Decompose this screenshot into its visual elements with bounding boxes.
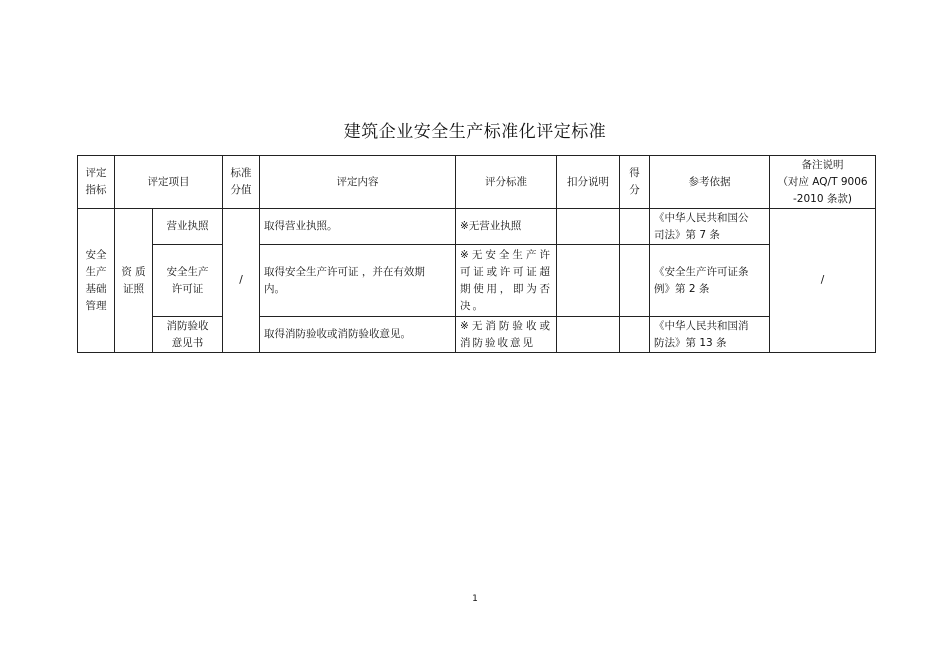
- item-cell: 安全生产 许可证: [153, 245, 223, 317]
- reference-cell: 《安全生产许可证条 例》第 2 条: [650, 245, 770, 317]
- page-number: 1: [472, 594, 478, 604]
- score-cell: [620, 245, 650, 317]
- header-item: 评定项目: [115, 156, 223, 209]
- table-row: [78, 317, 876, 353]
- content-cell: 取得消防验收或消防验收意见。: [260, 317, 456, 353]
- header-indicator: 评定 指标: [78, 156, 115, 209]
- remark-cell: /: [770, 209, 876, 353]
- standard-score-cell: /: [223, 209, 260, 353]
- criteria-cell: ※无消防验收或消防验收意见: [456, 317, 557, 353]
- header-remark: 备注说明 （对应 AQ/T 9006 -2010 条款): [770, 156, 876, 209]
- score-cell: [620, 317, 650, 353]
- deduction-note-cell: [557, 209, 620, 245]
- table-row: [78, 209, 876, 245]
- deduction-note-cell: [557, 245, 620, 317]
- header-criteria: 评分标准: [456, 156, 557, 209]
- content-cell: 取得安全生产许可证 ，并在有效期 内。: [260, 245, 456, 317]
- table-row: [78, 245, 876, 317]
- criteria-cell: ※无营业执照: [456, 209, 557, 245]
- reference-cell: 《中华人民共和国消 防法》第 13 条: [650, 317, 770, 353]
- criteria-cell: ※无安全生产许可证或许可证超期使用，即为否决。: [456, 245, 557, 317]
- item-cell: 营业执照: [153, 209, 223, 245]
- deduction-note-cell: [557, 317, 620, 353]
- content-cell: 取得营业执照。: [260, 209, 456, 245]
- header-deduction-note: 扣分说明: [557, 156, 620, 209]
- table-header-row: [78, 156, 876, 209]
- document-title: 建筑企业安全生产标准化评定标准: [343, 122, 607, 142]
- reference-cell: 《中华人民共和国公 司法》第 7 条: [650, 209, 770, 245]
- header-content: 评定内容: [260, 156, 456, 209]
- item-cell: 消防验收 意见书: [153, 317, 223, 353]
- indicator-cell: 安全 生产 基础 管理: [78, 209, 115, 353]
- evaluation-standard-table: [77, 155, 876, 353]
- header-score: 得 分: [620, 156, 650, 209]
- header-standard-score: 标准 分值: [223, 156, 260, 209]
- header-reference: 参考依据: [650, 156, 770, 209]
- category-cell: 资 质 证照: [115, 209, 153, 353]
- score-cell: [620, 209, 650, 245]
